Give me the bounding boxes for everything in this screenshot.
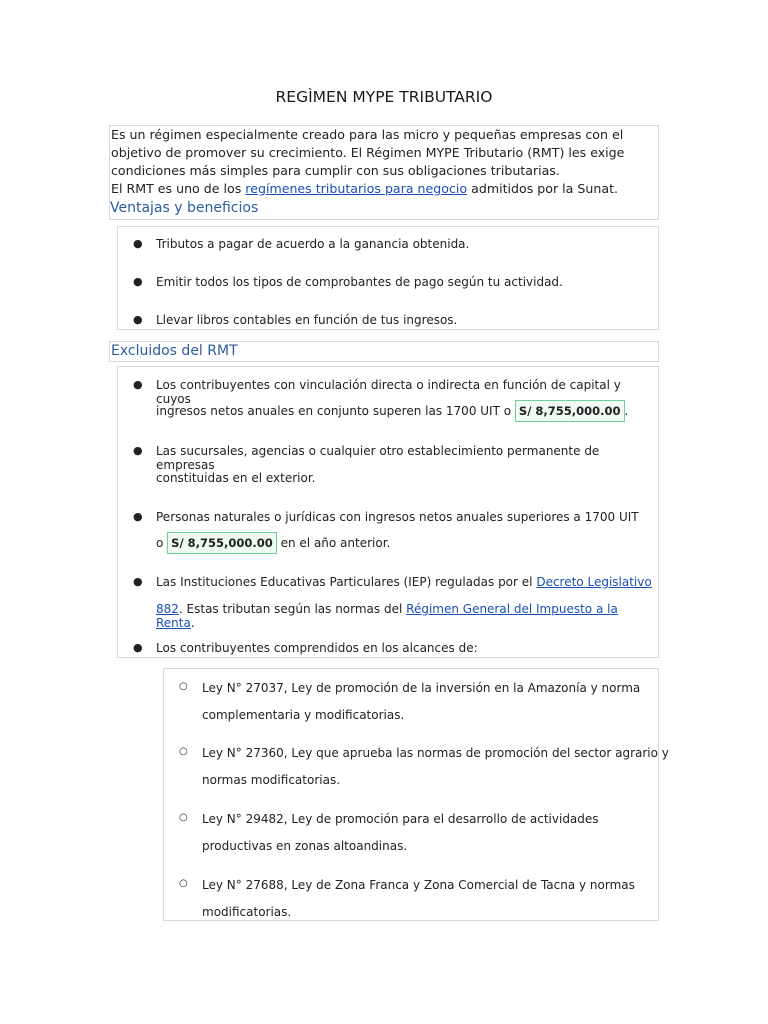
excluidos-heading: Excluidos del RMT bbox=[111, 343, 238, 359]
bullet-icon: ● bbox=[133, 641, 143, 654]
intro-text: El RMT es uno de los bbox=[111, 181, 242, 196]
bullet-icon: ● bbox=[133, 510, 143, 523]
decreto-legislativo-link[interactable]: 882 bbox=[156, 602, 179, 616]
sublist-item-continuation bbox=[202, 708, 404, 722]
intro-line: Es un régimen especialmente creado para las micro y pequeñas empresas con el bbox=[111, 127, 624, 142]
circle-bullet-icon: ○ bbox=[179, 878, 188, 889]
intro-text: admitidos por la Sunat. bbox=[471, 181, 619, 196]
bullet-icon: ● bbox=[133, 313, 143, 326]
circle-bullet-icon: ○ bbox=[179, 681, 188, 692]
list-item bbox=[133, 444, 658, 472]
list-item-continuation bbox=[156, 602, 658, 630]
list-item-continuation bbox=[156, 471, 315, 485]
list-item-text: constituidas en el exterior. bbox=[156, 471, 316, 485]
sublist-item bbox=[179, 681, 641, 695]
ventajas-list-box bbox=[117, 226, 659, 330]
list-item bbox=[133, 275, 563, 289]
regimenes-link[interactable]: regímenes tributarios para negocio bbox=[245, 181, 468, 196]
sublist-item-text: productivas en zonas altoandinas. bbox=[202, 839, 408, 853]
list-item-text: Las sucursales, agencias o cualquier otro establecimiento permanente de empresas bbox=[156, 444, 600, 472]
sublist-item bbox=[179, 878, 635, 892]
list-item bbox=[133, 313, 458, 327]
sublist-item-text: modificatorias. bbox=[202, 905, 292, 919]
bullet-icon: ● bbox=[133, 575, 143, 588]
punctuation: . bbox=[624, 404, 629, 418]
list-item-text: ingresos netos anuales en conjunto superen las 1700 UIT o bbox=[156, 404, 512, 418]
list-item-text: Llevar libros contables en función de tus ingresos. bbox=[156, 313, 458, 327]
decreto-legislativo-link[interactable]: Decreto Legislativo bbox=[536, 575, 652, 589]
list-item-continuation bbox=[156, 532, 390, 554]
list-item-text: Tributos a pagar de acuerdo a la ganancia obtenida. bbox=[156, 237, 470, 251]
intro-line: objetivo de promover su crecimiento. El Régimen MYPE Tributario (RMT) les exige bbox=[111, 145, 625, 160]
list-item-text: Las Instituciones Educativas Particulares (IEP) reguladas por el bbox=[156, 575, 533, 589]
sublist-item-text: Ley N° 27037, Ley de promoción de la inversión en la Amazonía y norma bbox=[202, 681, 641, 695]
list-item-text: Los contribuyentes comprendidos en los alcances de: bbox=[156, 641, 478, 655]
bullet-icon: ● bbox=[133, 237, 143, 250]
sublist-item-text: complementaria y modificatorias. bbox=[202, 708, 405, 722]
bullet-icon: ● bbox=[133, 444, 143, 457]
excluidos-list-box bbox=[117, 366, 659, 658]
list-item-continuation bbox=[156, 400, 628, 422]
sublist-item-text: normas modificatorias. bbox=[202, 773, 341, 787]
excluidos-heading-box bbox=[109, 341, 659, 362]
regimen-general-link[interactable]: Régimen General del Impuesto a la Renta bbox=[156, 602, 618, 630]
list-item bbox=[133, 237, 470, 251]
circle-bullet-icon: ○ bbox=[179, 746, 188, 757]
intro-line: condiciones más simples para cumplir con sus obligaciones tributarias. bbox=[111, 163, 560, 178]
intro-line bbox=[110, 180, 658, 198]
intro-section bbox=[109, 125, 659, 220]
sublist-item-continuation bbox=[202, 839, 407, 853]
list-item-text: Los contribuyentes con vinculación directa o indirecta en función de capital y cuyos bbox=[156, 378, 621, 406]
list-item bbox=[133, 575, 652, 589]
list-item-text: . Estas tributan según las normas del bbox=[178, 602, 403, 616]
bullet-icon: ● bbox=[133, 378, 143, 391]
list-item-text: Personas naturales o jurídicas con ingresos netos anuales superiores a 1700 UIT bbox=[156, 510, 639, 524]
punctuation: . bbox=[190, 616, 195, 630]
sublist-item-continuation bbox=[202, 905, 291, 919]
list-item-text: en el año anterior. bbox=[280, 536, 391, 550]
amount-highlight: S/ 8,755,000.00 bbox=[167, 532, 277, 554]
list-item bbox=[133, 510, 639, 524]
leyes-sublist-box bbox=[163, 668, 669, 921]
sublist-item bbox=[179, 746, 669, 760]
list-item-text: Emitir todos los tipos de comprobantes de pago según tu actividad. bbox=[156, 275, 563, 289]
sublist-item-text: Ley N° 27360, Ley que aprueba las normas de promoción del sector agrario y bbox=[202, 746, 669, 760]
ventajas-heading: Ventajas y beneficios bbox=[110, 200, 259, 216]
sublist-item-continuation bbox=[202, 773, 340, 787]
list-item-text: o bbox=[156, 536, 164, 550]
list-item bbox=[133, 641, 478, 655]
page-title: REGÌMEN MYPE TRIBUTARIO bbox=[275, 88, 493, 106]
bullet-icon: ● bbox=[133, 275, 143, 288]
amount-highlight: S/ 8,755,000.00 bbox=[515, 400, 625, 422]
sublist-item-text: Ley N° 27688, Ley de Zona Franca y Zona Comercial de Tacna y normas bbox=[202, 878, 635, 892]
circle-bullet-icon: ○ bbox=[179, 812, 188, 823]
sublist-item-text: Ley N° 29482, Ley de promoción para el desarrollo de actividades bbox=[202, 812, 599, 826]
sublist-item bbox=[179, 812, 599, 826]
